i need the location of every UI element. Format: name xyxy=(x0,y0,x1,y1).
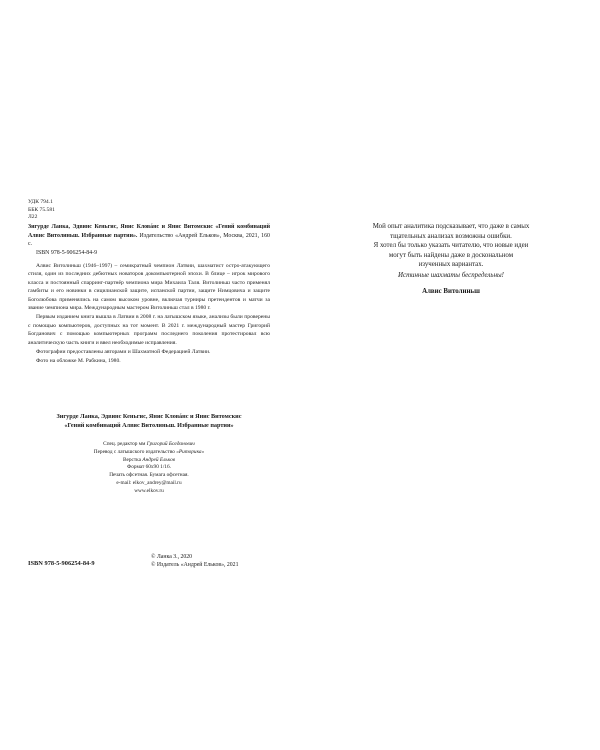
copyright-block xyxy=(151,553,238,569)
editor-label: Спец. редактор мм xyxy=(103,441,146,447)
bibliographic-record xyxy=(28,223,270,257)
book-title-block xyxy=(28,412,270,430)
annotation-paragraph: Первым изданием книга вышла в Латвии в 2008 г. на латышском языке, анализы были проверены с помощью компьютеров, доступных на тот момент. В 2021 г. международный мастер Григорий Богданович с помощью компьютерных программ последнего поколения протестировал всю аналитическую часть книги и ввел необходимые исправления. xyxy=(28,314,270,346)
annotation-paragraph: Алвис Витолиньш (1946–1997) – семикратный чемпион Латвии, шахматист остро-атакующего стиля, один из последних дебютных новаторов докомпьютерной эпохи. В блице – игрок мирового класса и постоянный спарринг-партнёр чемпиона мира Михаила Таля. Витолиньш часто применял гамбиты и его новинки в сицилианской защите, испанской партии, защите Нимцовича и защите Боголюбова применялись на самом высоком уровне, включая турниры претендентов и матчи за звание чемпиона мира. Международным мастером Витолиньш стал в 1980 г. xyxy=(28,263,270,312)
biblio-isbn: ISBN 978-5-906254-84-9 xyxy=(36,249,98,256)
author-mark: Л22 xyxy=(28,214,38,221)
layout-label: Верстка xyxy=(122,456,141,463)
translation-line xyxy=(28,449,270,457)
annotation-text xyxy=(28,262,270,367)
udk-code: УДК 794.1 xyxy=(28,199,53,205)
book-title: «Гений комбинаций Алвис Витолиньш. Избранные партии» xyxy=(64,422,234,429)
epigraph-line: изученных вариантах. xyxy=(418,261,484,269)
editor-line xyxy=(28,441,270,449)
epigraph-accent: Истинные шахматы беспредельны! xyxy=(398,271,504,279)
format-line: Формат 60х90 1/16. xyxy=(127,464,171,471)
epigraph xyxy=(320,222,582,296)
epigraph-line: тщательных анализах возможны ошибки. xyxy=(390,232,512,240)
isbn-bottom: ISBN 978-5-906254-84-9 xyxy=(28,560,95,567)
layout-name: Андрей Ельков xyxy=(142,456,176,463)
layout-line xyxy=(28,457,270,465)
book-authors: Зигурде Ланка, Эдвинс Кеньгис, Янис Кловáнс и Янис Витомскис xyxy=(56,413,242,420)
bbk-code: ББК 75.581 xyxy=(28,206,55,213)
annotation-paragraph: Фотографии предоставлены авторами и Шахматной Федерацией Латвии. xyxy=(36,349,211,356)
biblio-authors-title: Зигурде Ланка, Эдвинс Кеньгис, Янис Кловáнс и Янис Витомскис «Гений комбинаций Алвис Витолиньш. Избранные партии». xyxy=(28,224,270,239)
epigraph-author: Алвис Витолиньш xyxy=(422,287,480,295)
print-line: Печать офсетная. Бумага офсетная. xyxy=(109,472,189,479)
biblio-publisher: Издательство «Андрей Ельков», Москва, 2021, 160 с. xyxy=(28,232,270,247)
epigraph-line: могут быть найдены даже в доскональном xyxy=(388,251,514,259)
copyright-line: © Ланка З., 2020 xyxy=(151,554,193,560)
imprint-credits xyxy=(28,441,270,496)
annotation-paragraph: Фото на обложке М. Рабкина, 1980. xyxy=(36,358,121,365)
classification-codes xyxy=(28,199,55,222)
email-line: e-mail: elkov_andrey@mail.ru xyxy=(116,479,182,486)
website-line: www.elkov.ru xyxy=(134,487,164,494)
translation-name: «Риторика» xyxy=(176,448,205,455)
translation-label: Перевод с латышского издательство xyxy=(93,448,175,455)
epigraph-line: Я хотел бы только указать читателю, что новые идеи xyxy=(373,242,529,250)
editor-name: Григорий Богданович xyxy=(146,441,195,447)
epigraph-line: Мой опыт аналитика подсказывает, что даже в самых xyxy=(372,223,530,230)
copyright-line: © Издатель «Андрей Ельков», 2021 xyxy=(151,562,239,569)
